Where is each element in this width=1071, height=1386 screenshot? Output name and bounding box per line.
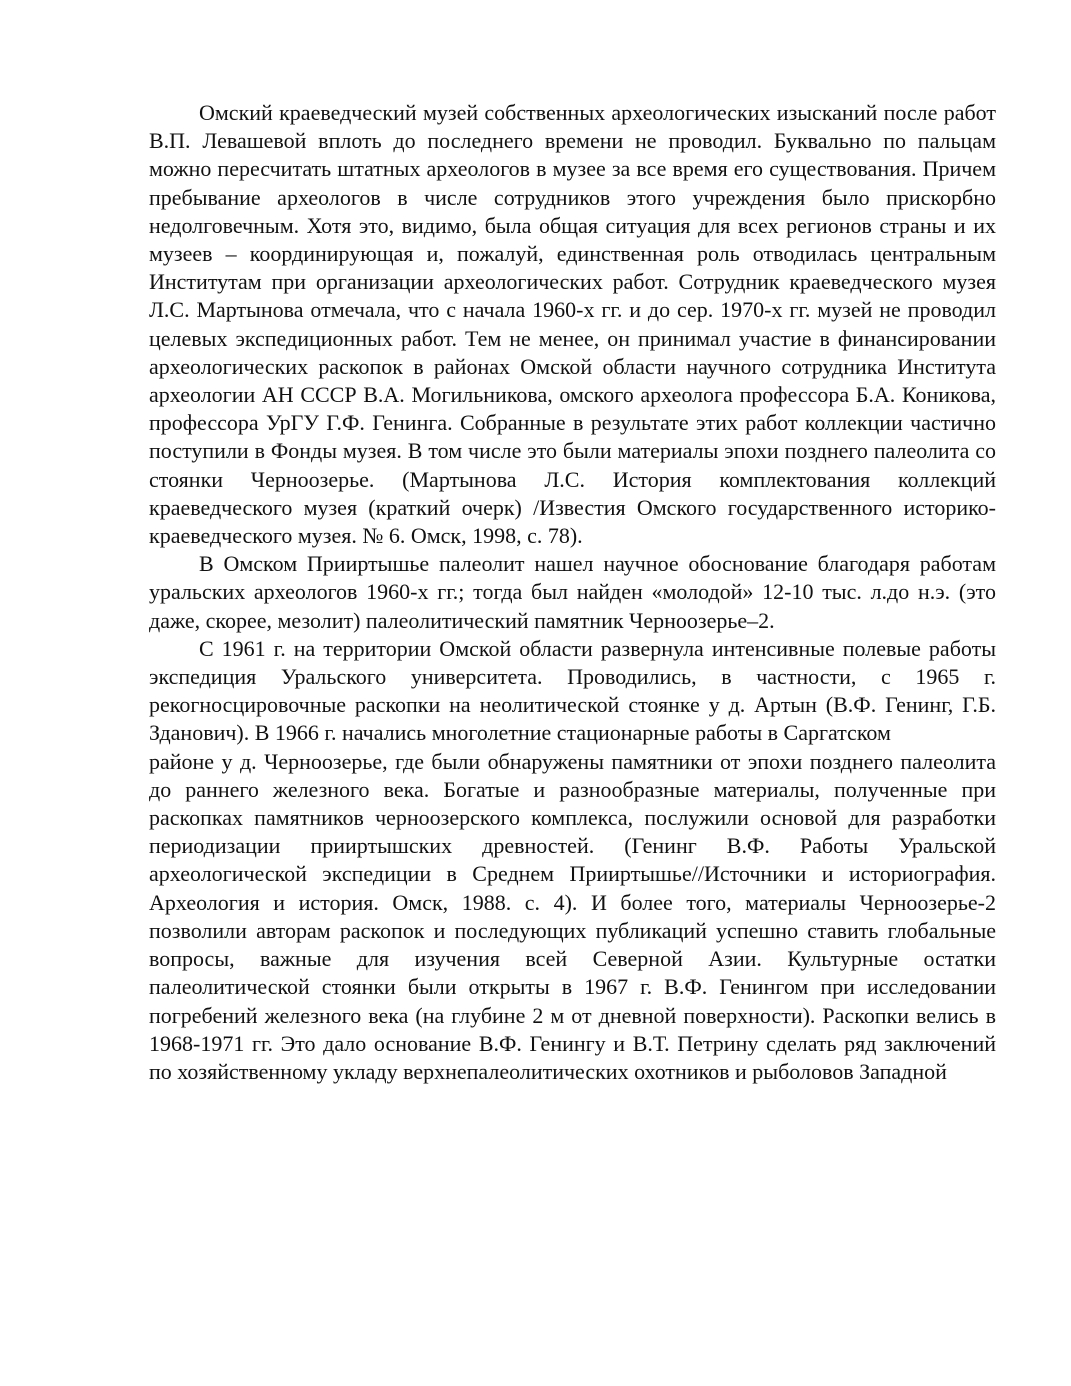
paragraph-1: Омский краеведческий музей собственных археологических изысканий после работ В.П. Левашевой вплоть до последнего времени не проводил. Буквально по пальцам можно пересчитать штатных археологов в музее за все время его существования. Причем пребывание археологов в числе сотрудников этого учреждения было прискорбно недолговечным. Хотя это, видимо, была общая ситуация для всех регионов страны и их музеев – координирующая и, пожалуй, единственная роль отводилась центральным Институтам при организации археологических работ. Сотрудник краеведческого музея Л.С. Мартынова отмечала, что с начала 1960-х гг. и до сер. 1970-х гг. музей не проводил целевых экспедиционных работ. Тем не менее, он принимал участие в финансировании археологических раскопок в районах Омской области научного сотрудника Института археологии АН СССР В.А. Могильникова, омского археолога профессора Б.А. Коникова, профессора УрГУ Г.Ф. Генинга. Собранные в результате этих работ коллекции частично поступили в Фонды музея. В том числе это были материалы эпохи позднего палеолита со стоянки Черноозерье. (Мартынова Л.С. История комплектования коллекций краеведческого музея (краткий очерк) /Известия Омского государственного историко-краеведческого музея. № 6. Омск, 1998, с. 78). (149, 100, 996, 549)
document-page (149, 99, 996, 1086)
paragraph-2: В Омском Прииртышье палеолит нашел научное обоснование благодаря работам уральских археологов 1960-х гг.; тогда был найден «молодой» 12-10 тыс. л.до н.э. (это даже, скорее, мезолит) палеолитический памятник Черноозерье–2. (149, 551, 996, 633)
paragraph-4: районе у д. Черноозерье, где были обнаружены памятники от эпохи позднего палеолита до раннего железного века. Богатые и разнообразные материалы, полученные при раскопках памятников черноозерского комплекса, послужили основой для разработки периодизации прииртышских древностей. (Генинг В.Ф. Работы Уральской археологической экспедиции в Среднем Прииртышье//Источники и историография. Археология и история. Омск, 1988. с. 4). И более того, материалы Черноозерье-2 позволили авторам раскопок и последующих публикаций успешно ставить глобальные вопросы, важные для изучения всей Северной Азии. Культурные остатки палеолитической стоянки были открыты в 1967 г. В.Ф. Генингом при исследовании погребений железного века (на глубине 2 м от дневной поверхности). Раскопки велись в 1968-1971 гг. Это дало основание В.Ф. Генингу и В.Т. Петрину сделать ряд заключений по хозяйственному укладу верхнепалеолитических охотников и рыболовов Западной (149, 748, 996, 1084)
paragraph-3: С 1961 г. на территории Омской области развернула интенсивные полевые работы экспедиция Уральского университета. Проводились, в частности, с 1965 г. рекогносцировочные раскопки на неолитической стоянке у д. Артын (В.Ф. Генинг, Г.Б. Зданович). В 1966 г. начались многолетние стационарные работы в Саргатском (149, 635, 996, 746)
